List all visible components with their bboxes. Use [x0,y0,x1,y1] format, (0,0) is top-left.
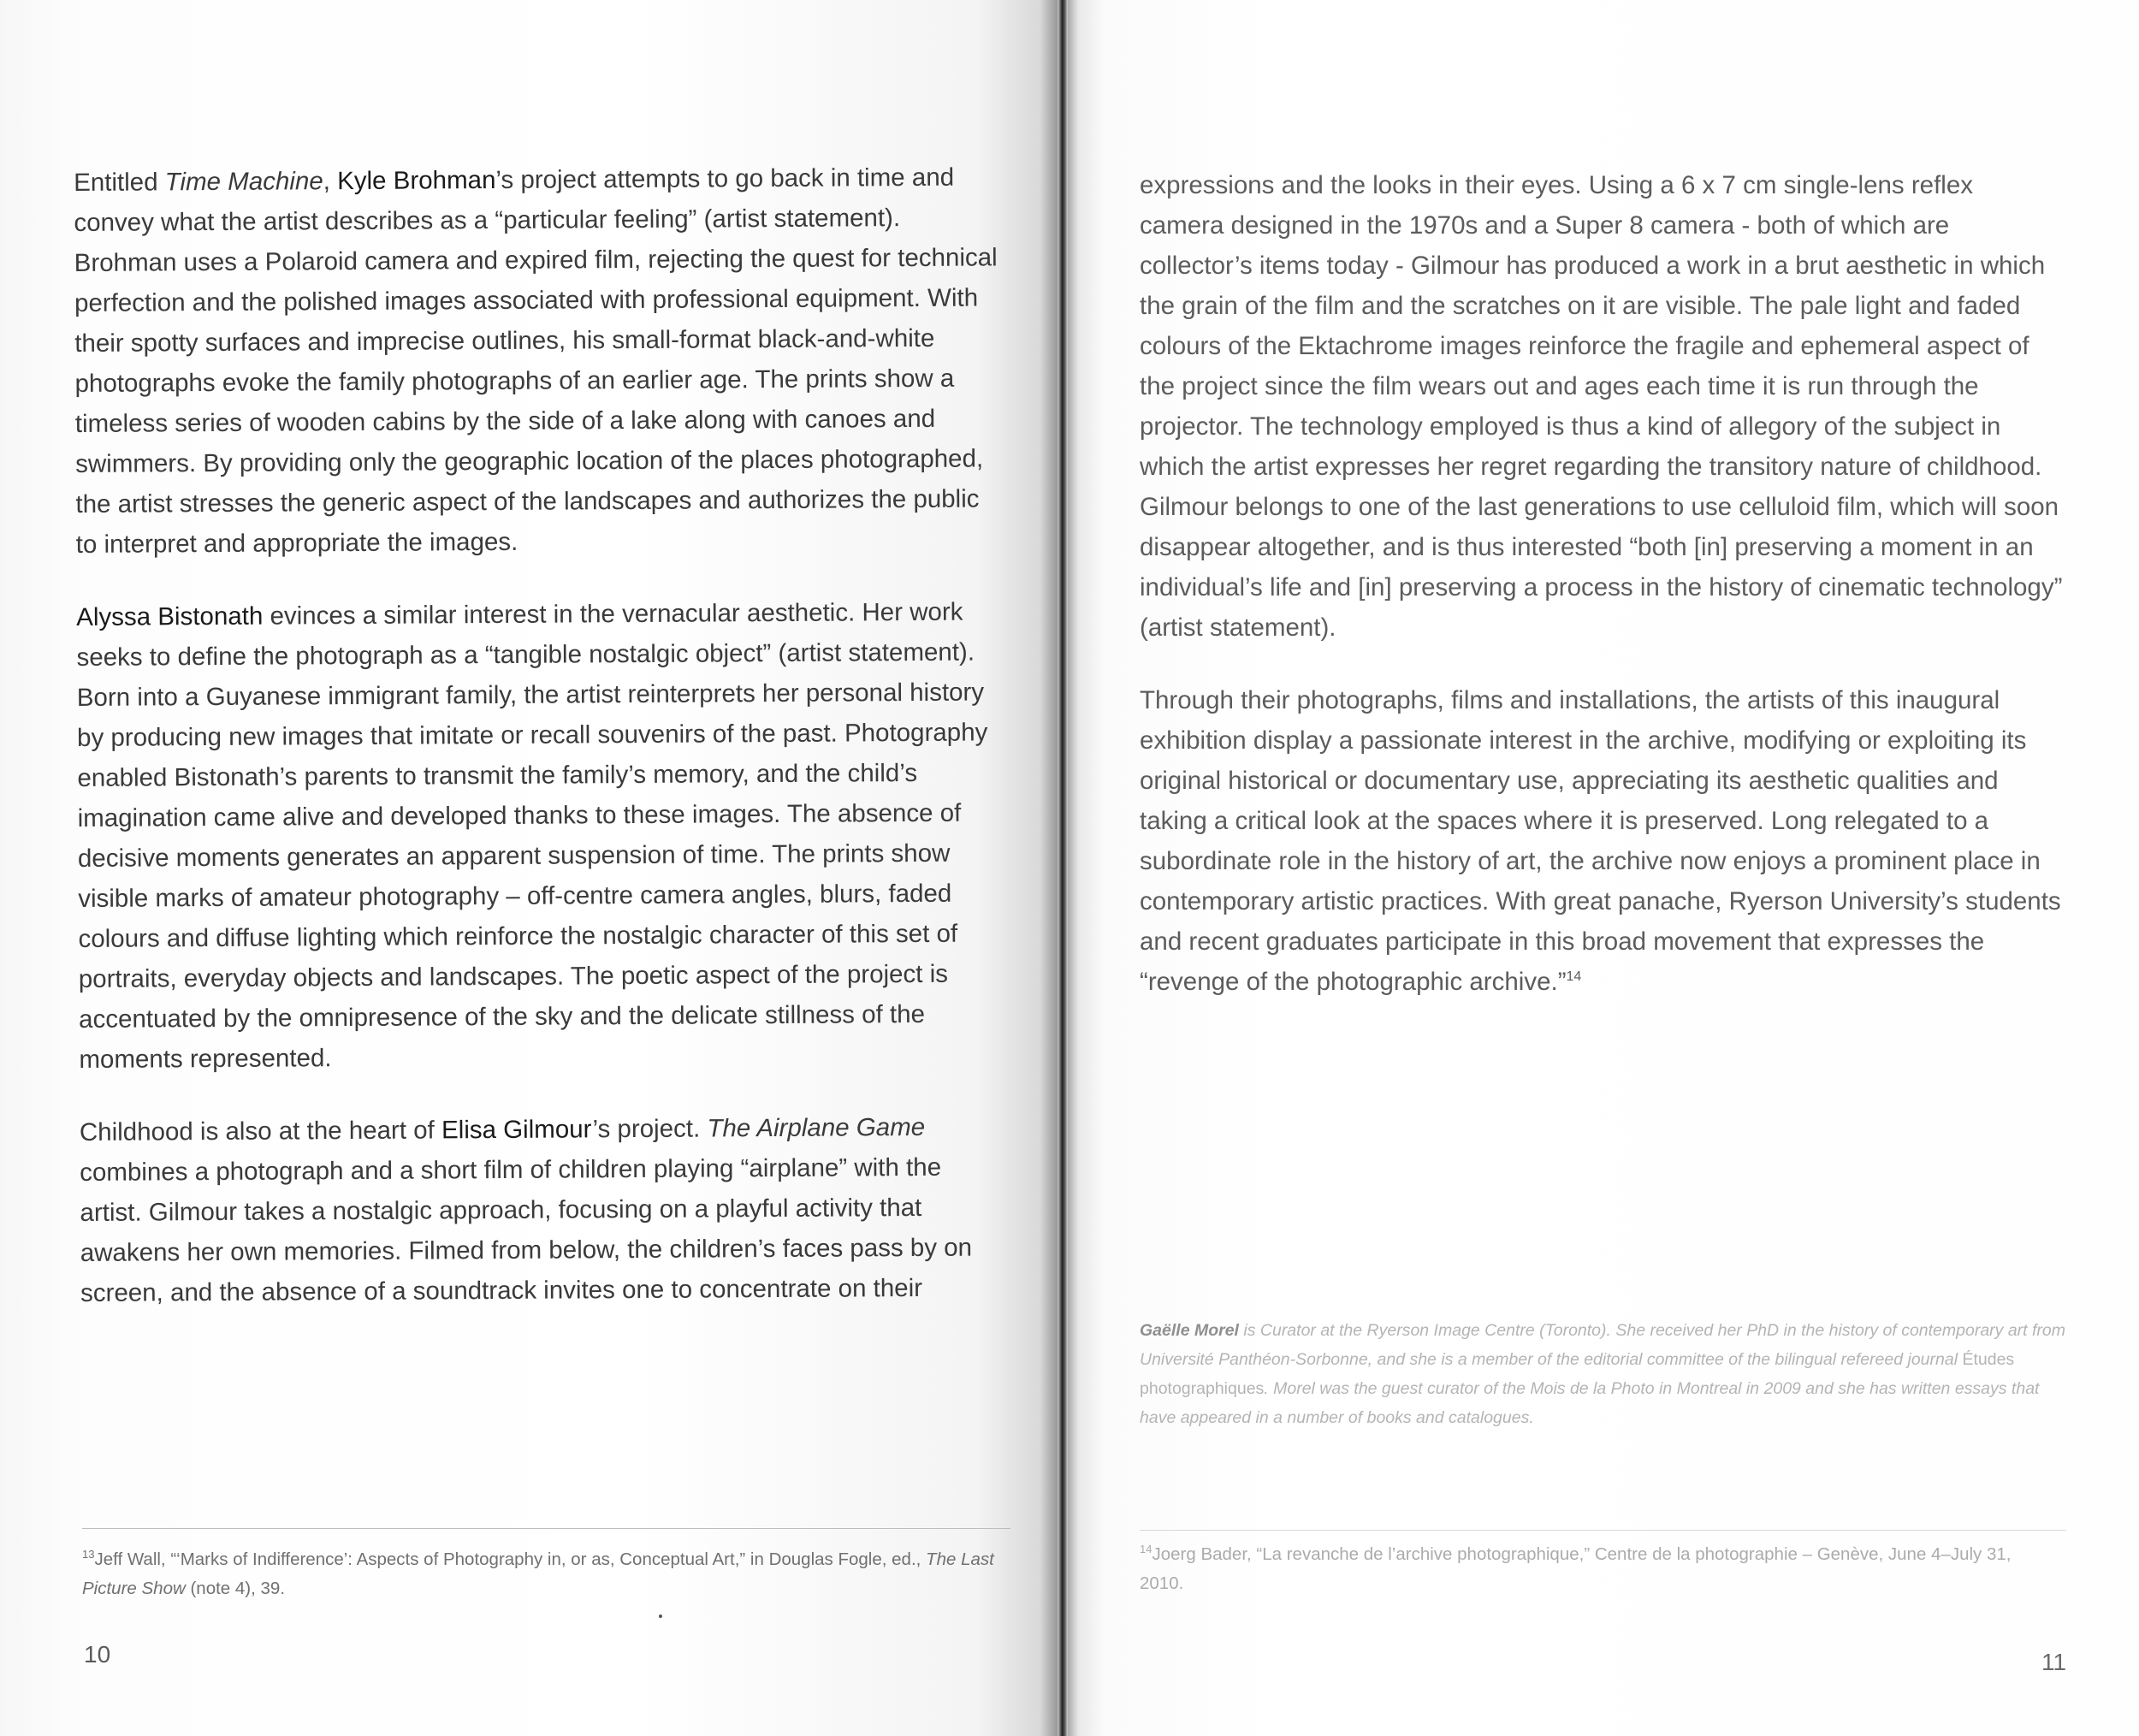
text-run: Études photographiques [1140,1350,2015,1398]
paragraph-gilmour [80,1106,1004,1313]
footnote-marker: 13 [82,1548,95,1561]
person-name: Kyle Brohman [337,165,496,196]
footnote-marker: 14 [1566,969,1582,985]
text-run: expressions and the looks in their eyes. Using a 6 x 7 cm single-lens reflex camera designed in the 1970s and a Super 8 camera - both of which are collector’s items today - Gilmour has produced a work in a brut aesthetic in which the grain of the film and the scratches on it are visible. The pale light and faded colours of the Ektachrome images reinforce the fragile and ephemeral aspect of the project since the film wears out and ages each time it is run through the projector. The technology employed is thus a kind of allegory of the subject in which the artist expresses her regret regarding the transitory nature of childhood. Gilmour belongs to one of the last generations to use celluloid film, which will soon disappear altogether, and is thus interested “both [in] preserving a moment in an individual’s life and [in] preserving a process in the history of cinematic technology” (artist statement). [1140,171,2063,642]
text-run: Childhood is also at the heart of [79,1116,442,1146]
footnote-marker: 14 [1140,1543,1152,1556]
person-name: Alyssa Bistonath [76,601,264,631]
italic-title: The Airplane Game [707,1112,926,1143]
text-run: (note 4), 39. [185,1579,286,1598]
text-run: combines a photograph and a short film of children playing “airplane” with the artist. Gilmour takes a nostalgic approach, focusing on a playful activity that awakens her own memories. Filmed from below, the children’s faces pass by on screen, and the absence of a soundtrack invites one to concentrate on their [80,1152,973,1307]
author-bio [1140,1316,2072,1432]
text-run: . Morel was the guest curator of the Mois de la Photo in Montreal in 2009 and she has written essays that have appeared in a number of books and catalogues. [1140,1379,2040,1427]
paragraph-bistonath [76,591,1003,1080]
left-body-text [74,157,1004,1313]
text-run: evinces a similar interest in the vernacular aesthetic. Her work seeks to define the photograph as a “tangible nostalgic object” (artist statement). Born into a Guyanese immigrant family, the artist reinterprets her personal history by producing new images that imitate or recall souvenirs of the past. Photography enabled Bistonath’s parents to transmit the family’s memory, and the child’s imagination came alive and developed thanks to these images. The absence of decisive moments generates an apparent suspension of time. The prints show visible marks of amateur photography – off-centre camera angles, blurs, faded colours and diffuse lighting which reinforce the nostalgic character of this set of portraits, everyday objects and landscapes. The poetic aspect of the project is accentuated by the omnipresence of the sky and the delicate stillness of the moments represented. [76,597,988,1074]
text-run: , [323,167,338,196]
book-gutter-shadow [1058,0,1068,1736]
italic-title: Time Machine [164,167,323,197]
footnote-divider-right [1140,1530,2066,1531]
right-body-text [1140,165,2064,1002]
text-run: ’s project. [592,1114,708,1144]
footnote-divider [82,1528,1010,1529]
paragraph-brohman [74,157,1000,565]
person-name: Elisa Gilmour [441,1115,593,1145]
text-run: Joerg Bader, “La revanche de l’archive photographique,” Centre de la photographie – Genève, June 4–July 31, 2010. [1140,1544,2012,1593]
page-number-left: 10 [84,1641,111,1668]
text-run: is Curator at the Ryerson Image Centre (Toronto). She received her PhD in the history of contemporary art from Université Panthéon-Sorbonne, and she is a member of the editorial committee of the bilingual refereed journal [1140,1321,2066,1369]
footnote-14 [1140,1540,2055,1598]
text-run: ’s project attempts to go back in time and convey what the artist describes as a “particular feeling” (artist statement). Brohman uses a Polaroid camera and expired film, rejecting the quest for technical perfection and the polished images associated with professional equipment. With their spotty surfaces and imprecise outlines, his small-format black-and-white photographs evoke the family photographs of an earlier age. The prints show a timeless series of wooden cabins by the side of a lake along with canoes and swimmers. By providing only the geographic location of the places photographed, the artist stresses the generic aspect of the landscapes and authorizes the public to interpret and appropriate the images. [74,163,998,559]
footnote-13 [82,1545,1023,1603]
paragraph-gilmour-continued [1140,165,2064,648]
print-speck [659,1615,662,1618]
right-page [1061,0,2139,1736]
text-run: Jeff Wall, “‘Marks of Indifference’: Aspects of Photography in, or as, Conceptual Art,” in Douglas Fogle, ed., [94,1549,927,1569]
text-run: Entitled [74,168,165,197]
text-run: Through their photographs, films and installations, the artists of this inaugural exhibition display a passionate interest in the archive, modifying or exploiting its original historical or documentary use, appreciating its aesthetic qualities and taking a critical look at the spaces where it is preserved. Long relegated to a subordinate role in the history of art, the archive now enjoys a prominent place in contemporary artistic practices. With great panache, Ryerson University’s students and recent graduates participate in this broad movement that expresses the “revenge of the photographic archive.” [1140,686,2061,996]
page-number-right: 11 [2041,1649,2067,1675]
left-page [0,0,1061,1736]
italic-title: The Last Picture Show [82,1549,994,1598]
person-name: Gaëlle Morel [1140,1321,1239,1340]
paragraph-conclusion [1140,680,2064,1002]
